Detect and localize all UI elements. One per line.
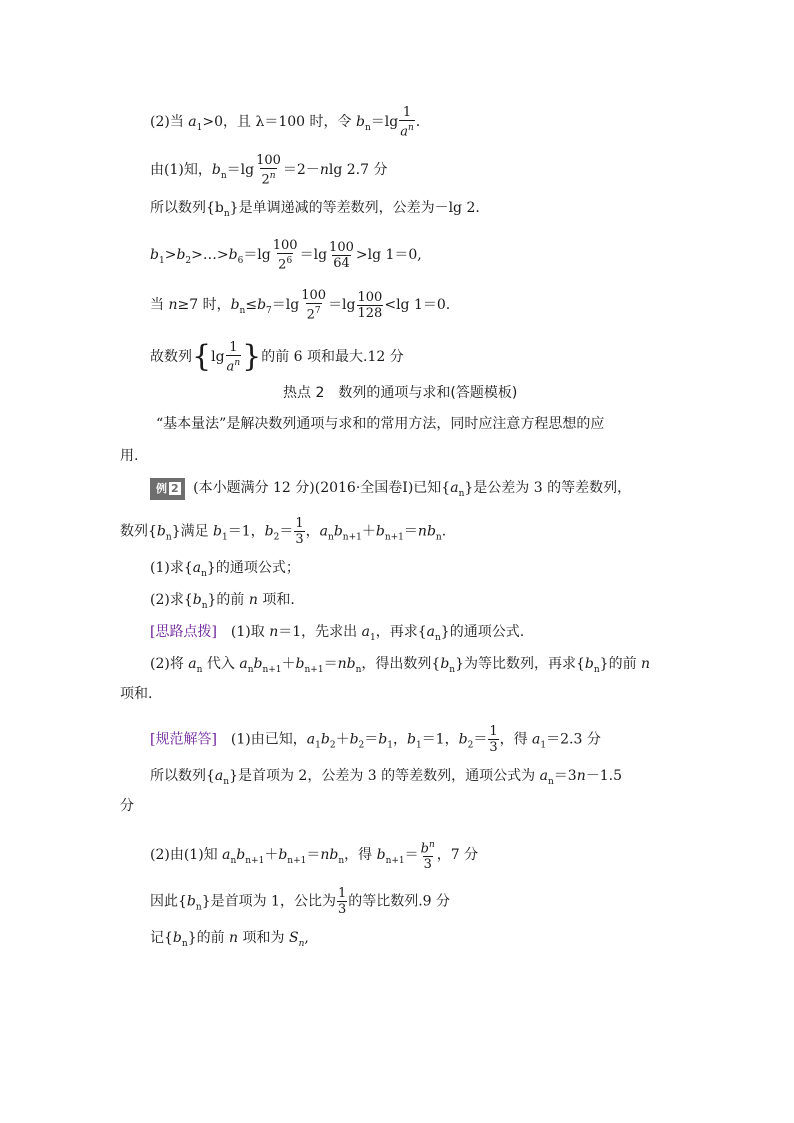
hint-line-2: (2)将 $a_n$ 代入 $a_nb_{n+1}+b_{n+1}=nb_n$，得出数列$\{b_n\}$为等比数列，再求$\{b_n\}$的前 n <box>150 656 651 675</box>
fraction: $\frac{b^n}{3}$ <box>420 840 435 873</box>
fraction: $\frac{100}{2^7}$ <box>301 288 327 323</box>
hint-tag: [思路点拨] <box>150 624 217 640</box>
fraction: $\frac{1}{3}$ <box>295 516 304 547</box>
solution-line-2: 由(1)知，$b_n=\lg$ $\frac{100}{2^n}$ ＝2－nlg 2.7 分 <box>150 153 388 188</box>
solution-line-5: 当 n≥7 时，$b_n\le b_7=\lg$ $\frac{100}{2^7}$ ＝lg $\frac{100}{128}$ <lg 1＝0. <box>150 288 451 323</box>
solution-b-line-3: 分 <box>120 798 134 814</box>
fraction: $\frac{100}{64}$ <box>329 239 354 271</box>
solution-line-4: $b_1>b_2>\dots>b_6=\lg$ $\frac{100}{2^6}$ ＝lg $\frac{100}{64}$ >lg 1＝0, <box>150 238 422 273</box>
intro-line-2: 用. <box>120 448 139 464</box>
example-line-1: 例 2 (本小题满分 12 分)(2016·全国卷Ⅰ)已知$\{a_n\}$是公差为 3 的等差数列， <box>150 478 631 504</box>
fraction: $\frac{1}{3}$ <box>337 886 347 917</box>
solution-b-line-5: 因此$\{b_n\}$是首项为 1，公比为 $\frac{1}{3}$ 的等比数列.9 分 <box>150 886 451 917</box>
fraction: $\frac{100}{2^6}$ <box>272 238 298 273</box>
fraction: $\frac{1}{3}$ <box>489 724 498 755</box>
solution-tag: [规范解答] <box>150 731 217 748</box>
hint-line-3: 项和. <box>120 686 153 702</box>
solution-b-line-2: 所以数列$\{a_n\}$是首项为 2，公差为 3 的等差数列，通项公式为 $a_n=3n-1.5$ <box>150 768 622 787</box>
question-1: (1)求$\{a_n\}$的通项公式； <box>150 560 300 579</box>
section-heading: 热点 2 数列的通项与求和(答题模板) <box>283 385 518 401</box>
solution-b-line-6: 记$\{b_n\}$的前 n 项和为 $S_n$, <box>150 930 309 949</box>
solution-b-line-1: [规范解答] (1)由已知，$a_1b_2+b_2=b_1$，$b_1=1$，$b_2=$ $\frac{1}{3}$ ，得 $a_1=2.3$ 分 <box>150 724 601 755</box>
solution-b-line-4: (2)由(1)知 $a_nb_{n+1}+b_{n+1}=nb_n$，得 $b_{n+1}=$ $\frac{b^n}{3}$ ，7 分 <box>150 840 479 873</box>
fraction: $\frac{1}{a^n}$ <box>400 105 414 140</box>
solution-line-1: (2)当 $a_1>0$，且 λ＝100 时，令 $b_n=\lg$ $\frac{1}{a^n}$ . <box>150 105 421 140</box>
question-2: (2)求$\{b_n\}$的前 n 项和. <box>150 592 295 611</box>
solution-line-3: 所以数列$\{b_n\}$是单调递减的等差数列，公差为－lg 2. <box>150 200 480 219</box>
example-badge: 例 2 <box>150 478 185 500</box>
fraction: $\frac{1}{a^n}$ <box>226 340 241 375</box>
hint-line-1: [思路点拨] (1)取 n＝1，先求出 $a_1$，再求$\{a_n\}$的通项公式. <box>150 624 525 643</box>
fraction: $\frac{100}{128}$ <box>357 289 383 321</box>
fraction: $\frac{100}{2^n}$ <box>256 153 281 188</box>
solution-line-6: 故数列{lg $\frac{1}{a^n}$ }的前 6 项和最大.12 分 <box>150 339 404 375</box>
example-line-2: 数列$\{b_n\}$满足 $b_1=1$，$b_2=$ $\frac{1}{3}$ ，$a_nb_{n+1}+b_{n+1}=nb_n$. <box>120 516 447 547</box>
intro-line-1: “基本量法”是解决数列通项与求和的常用方法，同时应注意方程思想的应 <box>156 416 605 432</box>
